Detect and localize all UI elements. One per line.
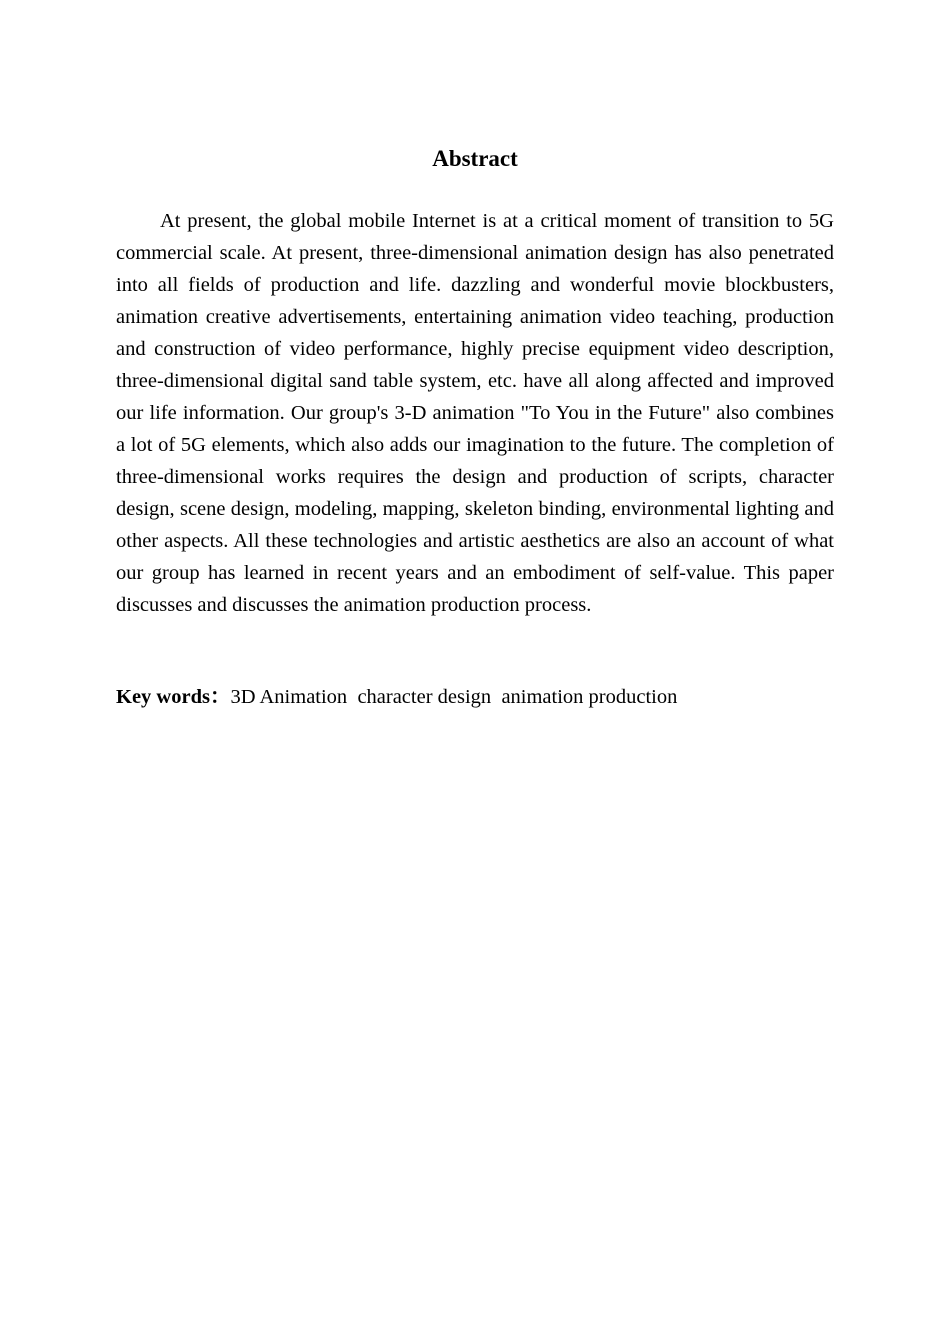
keyword-item: animation production (501, 686, 678, 708)
keyword-item: character design (357, 686, 492, 708)
keywords-separator: ： (209, 686, 231, 708)
keyword-item: 3D Animation (230, 686, 348, 708)
keywords-line (116, 681, 834, 713)
keywords-label: Key words (116, 686, 210, 708)
abstract-body: At present, the global mobile Internet is at a critical moment of transition to 5G commercial scale. At present, three-dimensional animation design has also penetrated into all fields of production and life. dazzling and wonderful movie blockbusters, animation creative advertisements, entertaining animation video teaching, production and construction of video performance, highly precise equipment video description, three-dimensional digital sand table system, etc. have all along affected and improved our life information. Our group's 3-D animation "To You in the Future" also combines a lot of 5G elements, which also adds our imagination to the future. The completion of three-dimensional works requires the design and production of scripts, character design, scene design, modeling, mapping, skeleton binding, environmental lighting and other aspects. All these technologies and artistic aesthetics are also an account of what our group has learned in recent years and an embodiment of self-value. This paper discusses and discusses the animation production process. (116, 210, 834, 616)
abstract-title: Abstract (432, 146, 518, 171)
